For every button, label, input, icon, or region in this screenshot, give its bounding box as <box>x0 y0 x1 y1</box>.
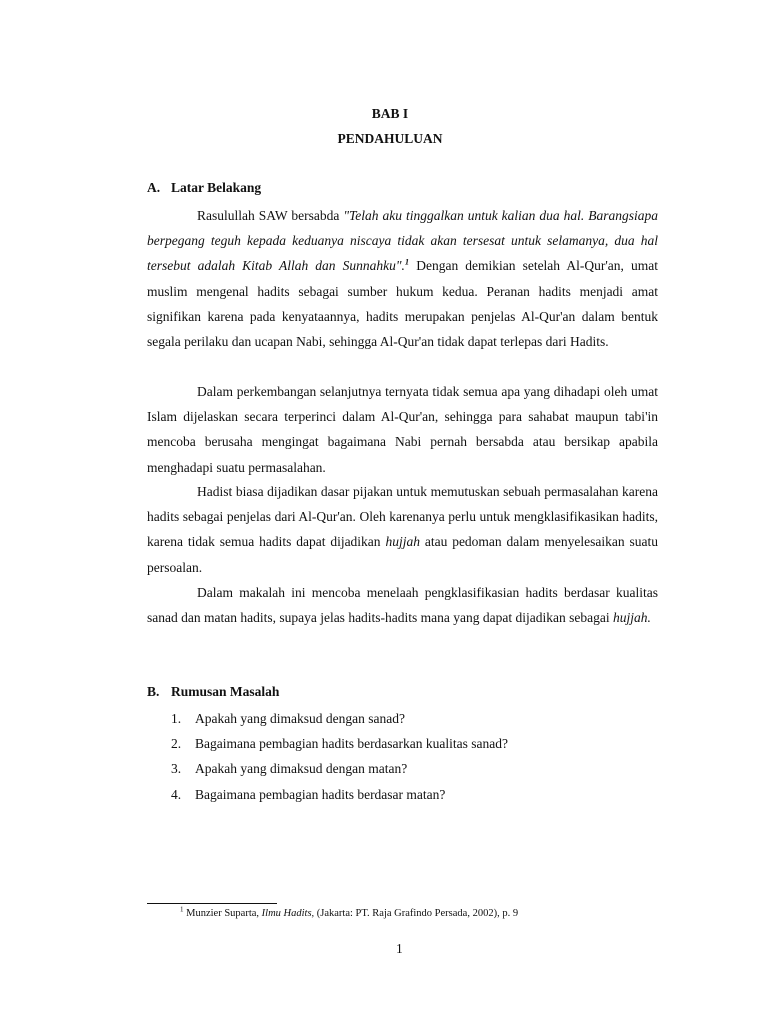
hujjah-term-2: hujjah. <box>612 610 651 626</box>
footnote-publication: (Jakarta: PT. Raja Grafindo Persada, 2002), p. 9 <box>314 908 519 919</box>
paragraph-3-end: atau pedoman dalam menyelesaikan suatu persoalan. <box>147 534 659 575</box>
list-number: 2. <box>171 736 182 752</box>
hujjah-term: hujjah <box>385 534 420 550</box>
footnote-book: Ilmu Hadits, <box>261 908 315 919</box>
list-text: Bagaimana pembagian hadits berdasar matan? <box>195 786 446 802</box>
list-item <box>171 782 508 807</box>
chapter-title: PENDAHULUAN <box>337 131 443 146</box>
paragraph-1-rest: Dengan demikian setelah Al-Qur'an, umat muslim mengenal hadits sebagai sumber hukum kedua. Peranan hadits menjadi amat signifikan karena pada kenyataannya, hadits merupakan penjelas Al-Qur'an dalam bentuk segala perilaku dan ucapan Nabi, sehingga Al-Qur'an tidak dapat terlepas dari Hadits. <box>147 258 658 350</box>
footnote-number: 1 <box>180 905 184 914</box>
list-item <box>171 731 508 756</box>
list-text: Bagaimana pembagian hadits berdasarkan kualitas sanad? <box>195 736 509 752</box>
section-a-heading <box>147 180 261 196</box>
list-item <box>171 756 508 781</box>
list-text: Apakah yang dimaksud dengan sanad? <box>195 711 405 726</box>
list-number: 4. <box>171 786 182 802</box>
section-b-letter: B. <box>147 684 160 699</box>
page-number: 1 <box>396 941 403 956</box>
list-number: 1. <box>171 711 182 726</box>
paragraph-4-text: Dalam makalah ini mencoba menelaah pengklasifikasian hadits berdasar kualitas sanad dan matan hadits, supaya jelas hadits-hadits mana yang dapat dijadikan sebagai <box>147 585 658 626</box>
paragraph-2-text: Dalam perkembangan selanjutnya ternyata tidak semua apa yang dihadapi oleh umat Islam dijelaskan secara terperinci dalam Al-Qur'an, sehingga para sahabat maupun tabi'in mencoba berusaha mengingat bagaimana Nabi pernah bersabda atau bersikap apabila menghadapi suatu permasalahan. <box>147 384 658 475</box>
paragraph-1-intro: Rasulullah SAW bersabda <box>197 208 344 223</box>
footnote-author: Munzier Suparta, <box>183 908 262 919</box>
list-text: Apakah yang dimaksud dengan matan? <box>195 761 408 777</box>
section-a-title: Latar Belakang <box>171 180 262 195</box>
paragraph-3-text: Hadist biasa dijadikan dasar pijakan untuk memutuskan sebuah permasalahan karena hadits sebagai penjelas dari Al-Qur'an. Oleh karenanya perlu untuk mengklasifikasikan hadits, karena tidak semua hadits dapat dijadikan <box>147 484 658 550</box>
paragraph-3 <box>147 479 658 580</box>
paragraph-4 <box>147 580 658 630</box>
footnote <box>180 907 518 921</box>
section-a-letter: A. <box>147 180 161 195</box>
paragraph-2 <box>147 379 658 480</box>
hadith-quote: "Telah aku tinggalkan untuk kalian dua hal. Barangsiapa berpegang teguh kepada keduanya niscaya tidak akan tersesat untuk selamanya, dua hal tersebut adalah Kitab Allah dan Sunnahku". <box>147 208 658 274</box>
chapter-number: BAB I <box>371 106 409 121</box>
section-b-title: Rumusan Masalah <box>171 684 280 699</box>
list-number: 3. <box>171 761 182 777</box>
problem-list <box>171 706 508 807</box>
list-item <box>171 706 508 731</box>
section-b-heading <box>147 684 279 700</box>
footnote-reference[interactable]: 1 <box>404 256 410 267</box>
footnote-separator <box>147 903 277 904</box>
paragraph-1 <box>147 203 658 354</box>
